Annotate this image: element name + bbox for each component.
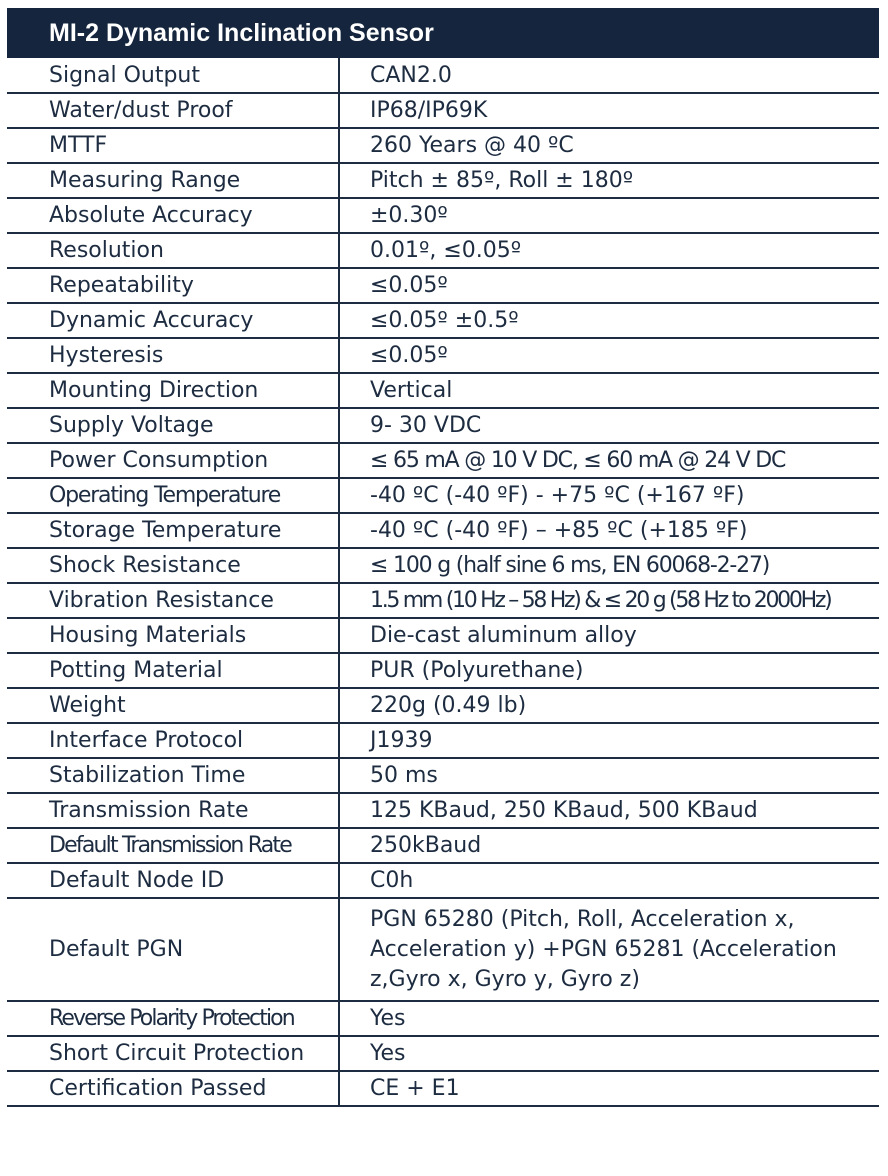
spec-label: Signal Output [7, 58, 339, 93]
spec-value: 260 Years @ 40 ºC [339, 128, 879, 163]
spec-value: PUR (Polyurethane) [339, 653, 879, 688]
spec-value: Vertical [339, 373, 879, 408]
table-row [7, 758, 879, 793]
table-row [7, 793, 879, 828]
spec-label: MTTF [7, 128, 339, 163]
table-row [7, 303, 879, 338]
table-row [7, 863, 879, 898]
table-row [7, 58, 879, 93]
spec-value: Yes [339, 1001, 879, 1036]
spec-value: 1.5 mm (10 Hz – 58 Hz) & ≤ 20 g (58 Hz to 2000Hz) [339, 583, 879, 618]
table-row [7, 548, 879, 583]
spec-label: Reverse Polarity Protection [7, 1001, 339, 1036]
spec-value: Pitch ± 85º, Roll ± 180º [339, 163, 879, 198]
spec-value: C0h [339, 863, 879, 898]
spec-label: Resolution [7, 233, 339, 268]
table-row [7, 688, 879, 723]
spec-value: PGN 65280 (Pitch, Roll, Acceleration x, Acceleration y) +PGN 65281 (Acceleration z,Gyro x, Gyro y, Gyro z) [339, 898, 879, 1001]
spec-value: 250kBaud [339, 828, 879, 863]
spec-sheet [7, 8, 879, 1107]
table-row [7, 1001, 879, 1036]
table-row [7, 828, 879, 863]
spec-value: Yes [339, 1036, 879, 1071]
spec-label: Dynamic Accuracy [7, 303, 339, 338]
spec-label: Housing Materials [7, 618, 339, 653]
table-row [7, 443, 879, 478]
spec-value: 50 ms [339, 758, 879, 793]
spec-label: Default Node ID [7, 863, 339, 898]
spec-label: Vibration Resistance [7, 583, 339, 618]
table-row [7, 93, 879, 128]
spec-value: 125 KBaud, 250 KBaud, 500 KBaud [339, 793, 879, 828]
spec-value: ≤0.05º [339, 268, 879, 303]
table-row [7, 373, 879, 408]
table-row [7, 268, 879, 303]
table-row [7, 128, 879, 163]
spec-value: Die-cast aluminum alloy [339, 618, 879, 653]
spec-value: IP68/IP69K [339, 93, 879, 128]
spec-value: -40 ºC (-40 ºF) – +85 ºC (+185 ºF) [339, 513, 879, 548]
table-row [7, 653, 879, 688]
table-row [7, 1036, 879, 1071]
spec-value: -40 ºC (-40 ºF) - +75 ºC (+167 ºF) [339, 478, 879, 513]
spec-value: ≤0.05º ±0.5º [339, 303, 879, 338]
spec-value: ≤ 100 g (half sine 6 ms, EN 60068-2-27) [339, 548, 879, 583]
spec-label: Hysteresis [7, 338, 339, 373]
table-row [7, 1071, 879, 1106]
table-row [7, 618, 879, 653]
spec-value: CAN2.0 [339, 58, 879, 93]
spec-value: ±0.30º [339, 198, 879, 233]
table-row [7, 233, 879, 268]
spec-label: Water/dust Proof [7, 93, 339, 128]
spec-value: CE + E1 [339, 1071, 879, 1106]
spec-label: Storage Temperature [7, 513, 339, 548]
table-row [7, 478, 879, 513]
spec-value: 0.01º, ≤0.05º [339, 233, 879, 268]
spec-label: Shock Resistance [7, 548, 339, 583]
spec-title: MI-2 Dynamic Inclination Sensor [7, 8, 879, 58]
spec-label: Certification Passed [7, 1071, 339, 1106]
spec-label: Mounting Direction [7, 373, 339, 408]
spec-value: 9- 30 VDC [339, 408, 879, 443]
spec-label: Supply Voltage [7, 408, 339, 443]
spec-label: Default PGN [7, 898, 339, 1001]
table-row [7, 898, 879, 1001]
spec-label: Repeatability [7, 268, 339, 303]
spec-table [7, 58, 879, 1107]
table-row [7, 513, 879, 548]
spec-value: 220g (0.49 lb) [339, 688, 879, 723]
spec-label: Transmission Rate [7, 793, 339, 828]
spec-label: Stabilization Time [7, 758, 339, 793]
table-row [7, 163, 879, 198]
table-row [7, 583, 879, 618]
spec-label: Weight [7, 688, 339, 723]
spec-label: Operating Temperature [7, 478, 339, 513]
spec-label: Absolute Accuracy [7, 198, 339, 233]
spec-label: Potting Material [7, 653, 339, 688]
spec-value: ≤0.05º [339, 338, 879, 373]
table-row [7, 198, 879, 233]
table-row [7, 723, 879, 758]
spec-label: Short Circuit Protection [7, 1036, 339, 1071]
table-row [7, 338, 879, 373]
spec-label: Interface Protocol [7, 723, 339, 758]
spec-label: Default Transmission Rate [7, 828, 339, 863]
spec-label: Measuring Range [7, 163, 339, 198]
table-row [7, 408, 879, 443]
spec-label: Power Consumption [7, 443, 339, 478]
spec-value: ≤ 65 mA @ 10 V DC, ≤ 60 mA @ 24 V DC [339, 443, 879, 478]
spec-value: J1939 [339, 723, 879, 758]
